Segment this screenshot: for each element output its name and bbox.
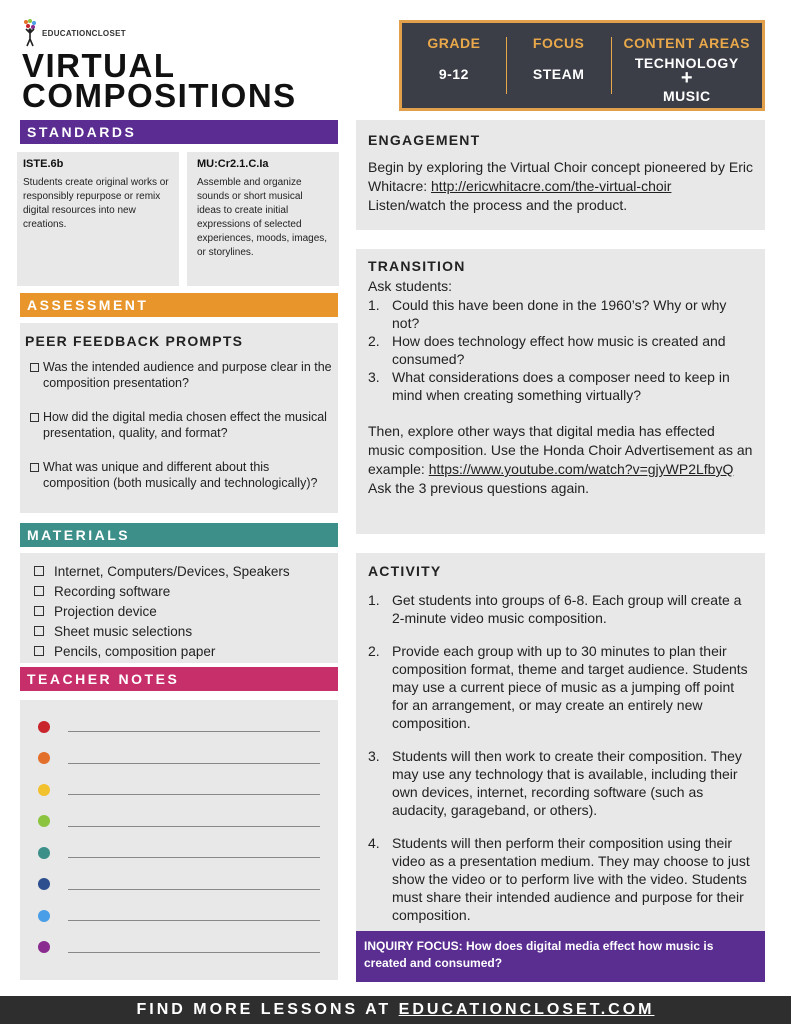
note-line[interactable]: [38, 837, 320, 869]
page-title-line1: VIRTUAL: [22, 47, 176, 84]
feedback-prompt: Was the intended audience and purpose clear in the composition presentation?: [25, 359, 333, 391]
checkbox-icon[interactable]: [30, 413, 39, 422]
materials-header: MATERIALS: [20, 523, 338, 547]
footer-banner: [0, 996, 791, 1024]
standard-text: Assemble and organize sounds or short musical ideas to create initial expressions of selected experiences, moods, images, or storylines.: [197, 177, 328, 258]
engagement-panel: [356, 120, 765, 230]
footer-site-link[interactable]: EDUCATIONCLOSET.COM: [398, 1001, 655, 1018]
checkbox-icon[interactable]: [34, 566, 44, 576]
transition-question: 2. How does technology effect how music is created and consumed?: [368, 333, 726, 367]
standard-card: [187, 152, 339, 286]
checkbox-icon[interactable]: [34, 646, 44, 656]
teal-dot-icon: [38, 847, 50, 859]
focus-value: STEAM: [532, 66, 585, 82]
note-line[interactable]: [38, 774, 320, 806]
note-line[interactable]: [38, 711, 320, 743]
note-line[interactable]: [38, 806, 320, 838]
teacher-notes-panel: [20, 700, 338, 980]
transition-question: 3. What considerations does a composer need to keep in mind when creating something virtually?: [368, 369, 730, 403]
activity-step: 2. Provide each group with up to 30 minutes to plan their composition format, theme and target audience. Students may use a current piece of music as a jumping off point for an arrangement, or may create an entirely new composition.: [368, 643, 748, 731]
page-title-line2: COMPOSITIONS: [22, 77, 297, 114]
standard-code: MU:Cr2.1.C.Ia: [197, 158, 269, 170]
peer-feedback-heading: PEER FEEDBACK PROMPTS: [25, 333, 244, 349]
honda-choir-link[interactable]: https://www.youtube.com/watch?v=gjyWP2LfbyQ: [428, 461, 734, 477]
standards-header: STANDARDS: [20, 120, 338, 144]
grade-value: 9-12: [438, 66, 469, 82]
orange-dot-icon: [38, 752, 50, 764]
transition-heading: TRANSITION: [368, 258, 466, 274]
activity-step: 4. Students will then perform their composition using their video as a presentation medium. They may choose to just show the video or to perform live with the video. Students must share their intended audience and purpose for their composition.: [368, 835, 750, 923]
note-line[interactable]: [38, 932, 320, 964]
content-areas-label: CONTENT AREAS: [623, 35, 751, 51]
transition-intro: Ask students:: [368, 278, 453, 294]
engagement-text: Begin by exploring the Virtual Choir concept pioneered by Eric Whitacre: http://ericwhitacre.com/the-virtual-choir Listen/watch the process and the product.: [368, 159, 753, 213]
standard-code: ISTE.6b: [23, 158, 64, 170]
material-item: Pencils, composition paper: [34, 641, 324, 661]
checkbox-icon[interactable]: [34, 606, 44, 616]
transition-question: 1. Could this have been done in the 1960’s? Why or why not?: [368, 297, 727, 331]
material-item: Projection device: [34, 601, 324, 621]
checkbox-icon[interactable]: [34, 586, 44, 596]
grade-label: GRADE: [427, 35, 481, 51]
inquiry-focus-text: How does digital media effect how music is created and consumed?: [364, 939, 714, 970]
material-item: Recording software: [34, 581, 324, 601]
activity-panel: [356, 553, 765, 931]
content-area-1: TECHNOLOGY: [634, 55, 739, 71]
engagement-heading: ENGAGEMENT: [368, 132, 481, 148]
assessment-panel: [20, 323, 338, 513]
logo-text: EDUCATIONCLOSET: [42, 28, 126, 38]
grade-column: [402, 23, 506, 108]
checkbox-icon[interactable]: [30, 363, 39, 372]
materials-panel: [20, 553, 338, 663]
assessment-header: ASSESSMENT: [20, 293, 338, 317]
checkbox-icon[interactable]: [34, 626, 44, 636]
note-line[interactable]: [38, 743, 320, 775]
standard-text: Students create original works or responsibly repurpose or remix digital resources into new creations.: [23, 177, 169, 230]
note-line[interactable]: [38, 900, 320, 932]
checkbox-icon[interactable]: [30, 463, 39, 472]
material-item: Internet, Computers/Devices, Speakers: [34, 561, 324, 581]
navy-dot-icon: [38, 878, 50, 890]
footer-text: FIND MORE LESSONS AT: [136, 1001, 399, 1018]
activity-step: 1. Get students into groups of 6-8. Each group will create a 2-minute video music composition.: [368, 592, 742, 626]
logo: [22, 18, 172, 48]
content-area-2: MUSIC: [662, 88, 711, 104]
blue-dot-icon: [38, 910, 50, 922]
transition-panel: [356, 249, 765, 534]
activity-heading: ACTIVITY: [368, 563, 442, 579]
inquiry-focus-banner: [356, 931, 765, 982]
material-item: Sheet music selections: [34, 621, 324, 641]
green-dot-icon: [38, 815, 50, 827]
activity-step: 3. Students will then work to create their composition. They may use any technology that is available, including their own devices, internet, recording software (such as audacity, garageband, or others).: [368, 748, 742, 818]
virtual-choir-link[interactable]: http://ericwhitacre.com/the-virtual-choir: [431, 178, 672, 194]
content-plus: +: [680, 67, 693, 89]
content-areas-column: [612, 23, 762, 108]
inquiry-focus-label: INQUIRY FOCUS:: [364, 939, 463, 953]
standard-card: [17, 152, 179, 286]
feedback-prompt: How did the digital media chosen effect the musical presentation, quality, and format?: [25, 409, 333, 441]
logo-figure-icon: [22, 19, 38, 47]
note-line[interactable]: [38, 869, 320, 901]
focus-column: [507, 23, 611, 108]
yellow-dot-icon: [38, 784, 50, 796]
transition-paragraph: Then, explore other ways that digital media has effected music composition. Use the Honda Choir Advertisement as an example: https://www.youtube.com/watch?v=gjyWP2LfbyQ Ask the 3 previous questions again.: [368, 423, 753, 496]
lesson-info-box: [399, 20, 765, 111]
red-dot-icon: [38, 721, 50, 733]
feedback-prompt: What was unique and different about this composition (both musically and technologically)?: [25, 459, 333, 491]
purple-dot-icon: [38, 941, 50, 953]
teacher-notes-header: TEACHER NOTES: [20, 667, 338, 691]
focus-label: FOCUS: [532, 35, 585, 51]
